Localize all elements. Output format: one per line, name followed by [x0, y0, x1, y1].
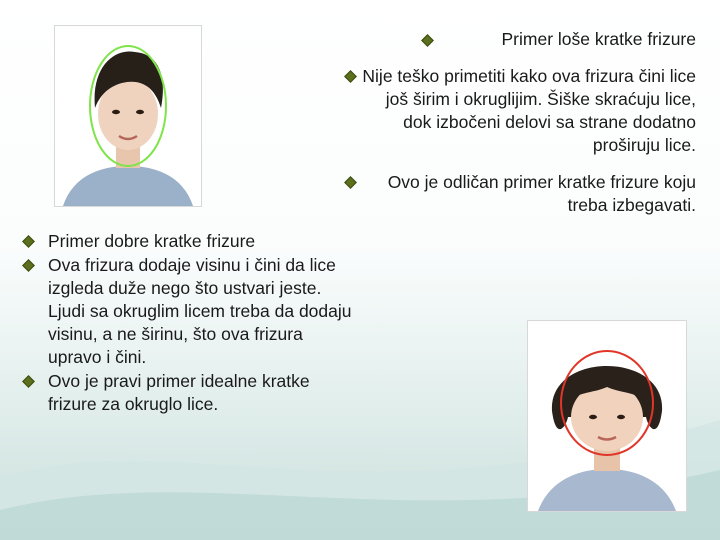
bad-haircut-title-text: Primer loše kratke frizure	[501, 29, 696, 49]
good-haircut-photo	[54, 25, 202, 207]
good-haircut-title	[48, 230, 358, 253]
bullet-text: Nije teško primetiti kako ova frizura čini lice još širim i okruglijim. Šiške skraćuju lice, dok izbočeni delovi sa strane dodatno proširuju lice.	[362, 66, 696, 155]
bullet-item	[48, 254, 358, 369]
bad-haircut-bullets	[356, 28, 696, 231]
diamond-bullet-icon	[344, 70, 357, 83]
bad-haircut-photo	[527, 320, 687, 512]
good-haircut-bullets	[48, 230, 358, 417]
diamond-bullet-icon	[421, 34, 434, 47]
diamond-bullet-icon	[22, 259, 35, 272]
good-haircut-title-text: Primer dobre kratke frizure	[48, 231, 256, 251]
diamond-bullet-icon	[22, 375, 35, 388]
diamond-bullet-icon	[344, 176, 357, 189]
bullet-item	[356, 171, 696, 217]
bullet-item	[356, 65, 696, 157]
bullet-item	[48, 370, 358, 416]
bullet-text: Ovo je odličan primer kratke frizure koju treba izbegavati.	[387, 172, 696, 215]
bullet-text: Ovo je pravi primer idealne kratke frizure za okruglo lice.	[48, 371, 310, 414]
bad-haircut-title	[356, 28, 696, 51]
diamond-bullet-icon	[22, 235, 35, 248]
bullet-text: Ova frizura dodaje visinu i čini da lice izgleda duže nego što ustvari jeste. Ljudi sa okruglim licem treba da dodaju visinu, a ne širinu, što ova frizura upravo i čini.	[48, 255, 352, 367]
